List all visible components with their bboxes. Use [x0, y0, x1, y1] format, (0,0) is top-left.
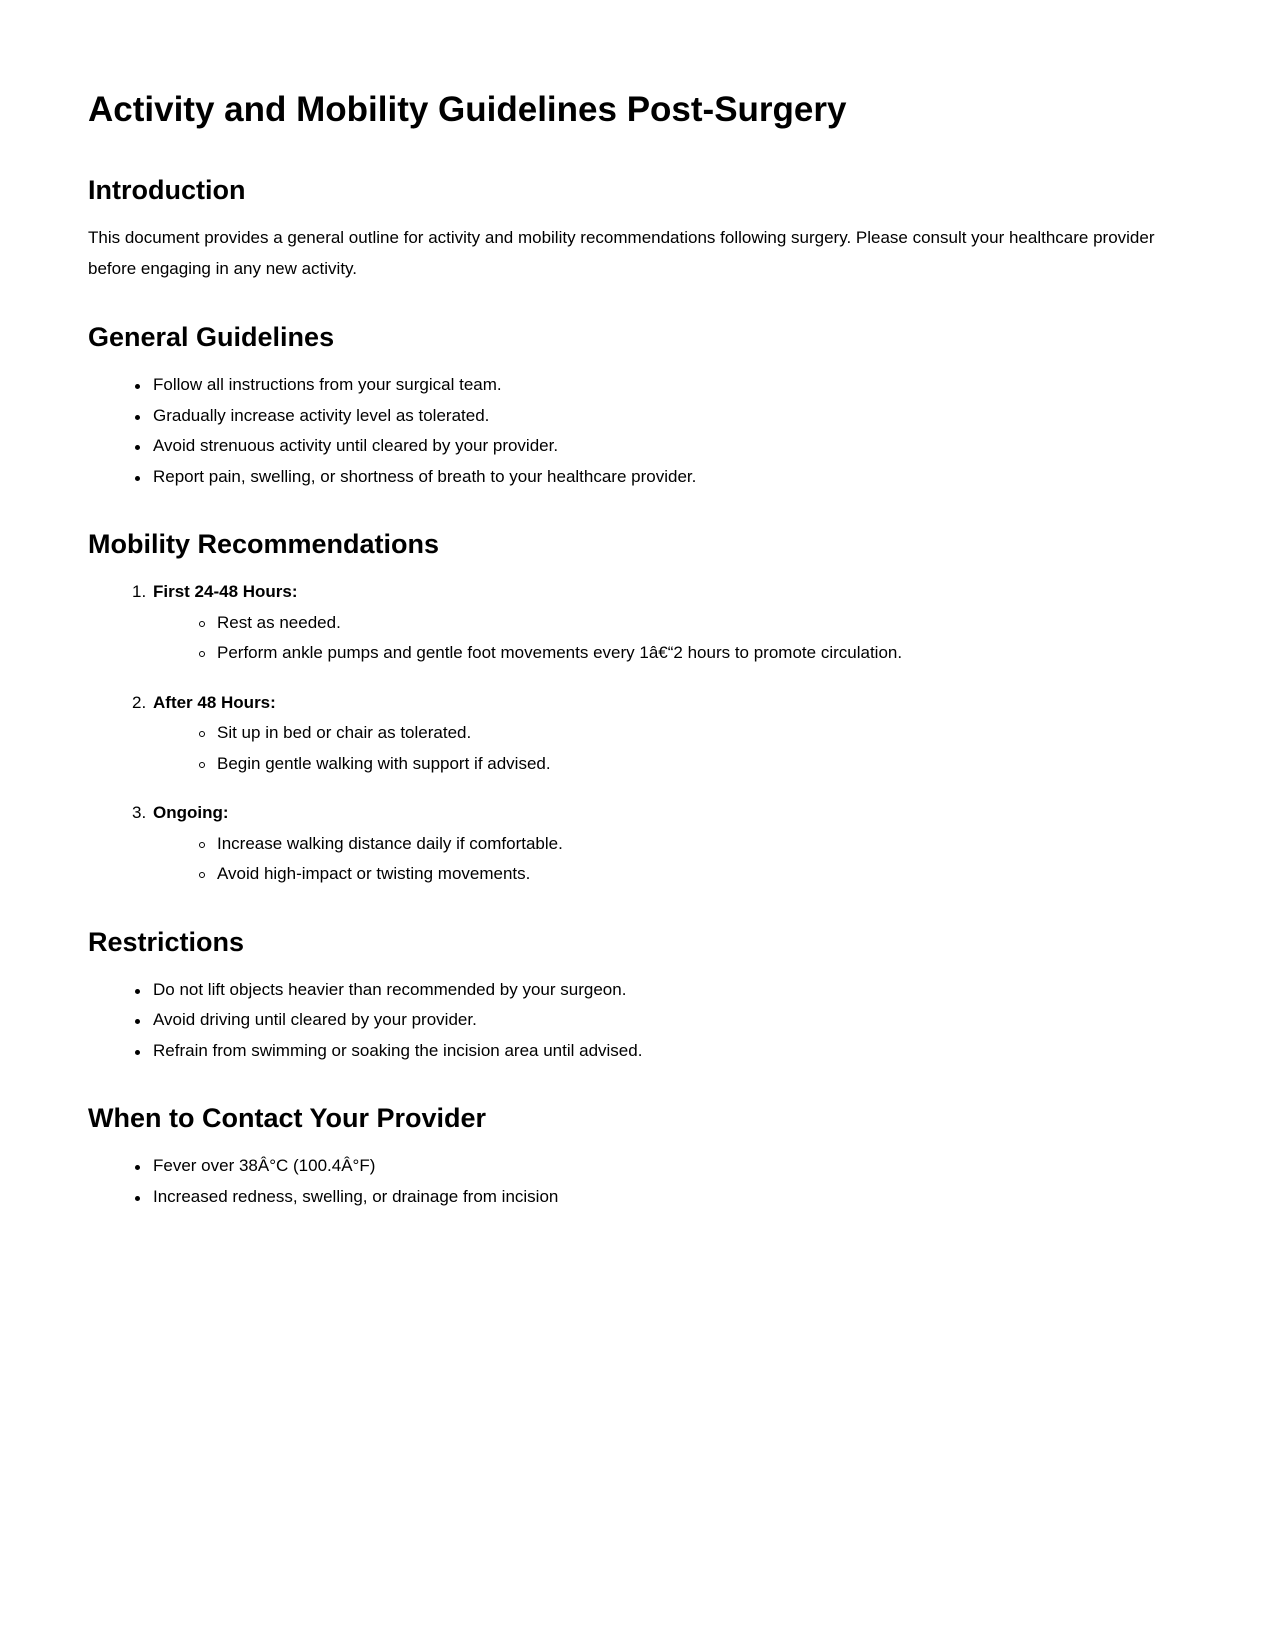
step-item	[132, 688, 1175, 780]
step-sublist	[153, 718, 1175, 779]
section-heading: Restrictions	[88, 926, 245, 957]
list-item: Increase walking distance daily if comfortable.	[217, 829, 1175, 860]
list-item: Sit up in bed or chair as tolerated.	[217, 718, 1175, 749]
contact-provider-list	[88, 1151, 1175, 1212]
mobility-steps-list	[88, 577, 1175, 890]
section-heading: Introduction	[88, 175, 246, 205]
step-label: First 24-48 Hours:	[153, 582, 298, 601]
step-sublist	[153, 829, 1175, 890]
list-item: Avoid driving until cleared by your provider.	[153, 1005, 1175, 1036]
list-item: Do not lift objects heavier than recommended by your surgeon.	[153, 975, 1175, 1006]
step-item	[132, 798, 1175, 890]
list-item: Gradually increase activity level as tolerated.	[153, 401, 1175, 432]
list-item: Avoid high-impact or twisting movements.	[217, 859, 1175, 890]
list-item: Refrain from swimming or soaking the incision area until advised.	[153, 1036, 1175, 1067]
section-mobility-recommendations	[88, 527, 1175, 890]
step-label: Ongoing:	[153, 803, 229, 822]
list-item: Increased redness, swelling, or drainage from incision	[153, 1182, 1175, 1213]
section-heading: Mobility Recommendations	[88, 529, 440, 559]
section-restrictions	[88, 925, 1175, 1067]
page-title: Activity and Mobility Guidelines Post-Surgery	[88, 90, 847, 129]
step-number: 3.	[132, 803, 147, 822]
section-heading: When to Contact Your Provider	[88, 1103, 487, 1133]
general-guidelines-list	[88, 370, 1175, 492]
list-item: Report pain, swelling, or shortness of breath to your healthcare provider.	[153, 462, 1175, 493]
list-item: Follow all instructions from your surgical team.	[153, 370, 1175, 401]
list-item: Rest as needed.	[217, 608, 1175, 639]
restrictions-list	[88, 975, 1175, 1067]
list-item: Begin gentle walking with support if advised.	[217, 749, 1175, 780]
step-sublist	[153, 608, 1175, 669]
section-introduction	[88, 173, 1175, 284]
section-contact-provider	[88, 1101, 1175, 1212]
step-item	[132, 577, 1175, 669]
intro-paragraph: This document provides a general outline for activity and mobility recommendations following surgery. Please consult your healthcare provider before engaging in any new activity.	[88, 228, 1155, 278]
section-heading: General Guidelines	[88, 322, 335, 352]
list-item: Fever over 38Â°C (100.4Â°F)	[153, 1151, 1175, 1182]
step-number: 1.	[132, 582, 147, 601]
step-label: After 48 Hours:	[153, 692, 276, 712]
step-number: 2.	[132, 692, 147, 712]
section-general-guidelines	[88, 320, 1175, 492]
list-item: Avoid strenuous activity until cleared by your provider.	[153, 431, 1175, 462]
list-item: Perform ankle pumps and gentle foot movements every 1â€“2 hours to promote circulation.	[217, 638, 1175, 669]
